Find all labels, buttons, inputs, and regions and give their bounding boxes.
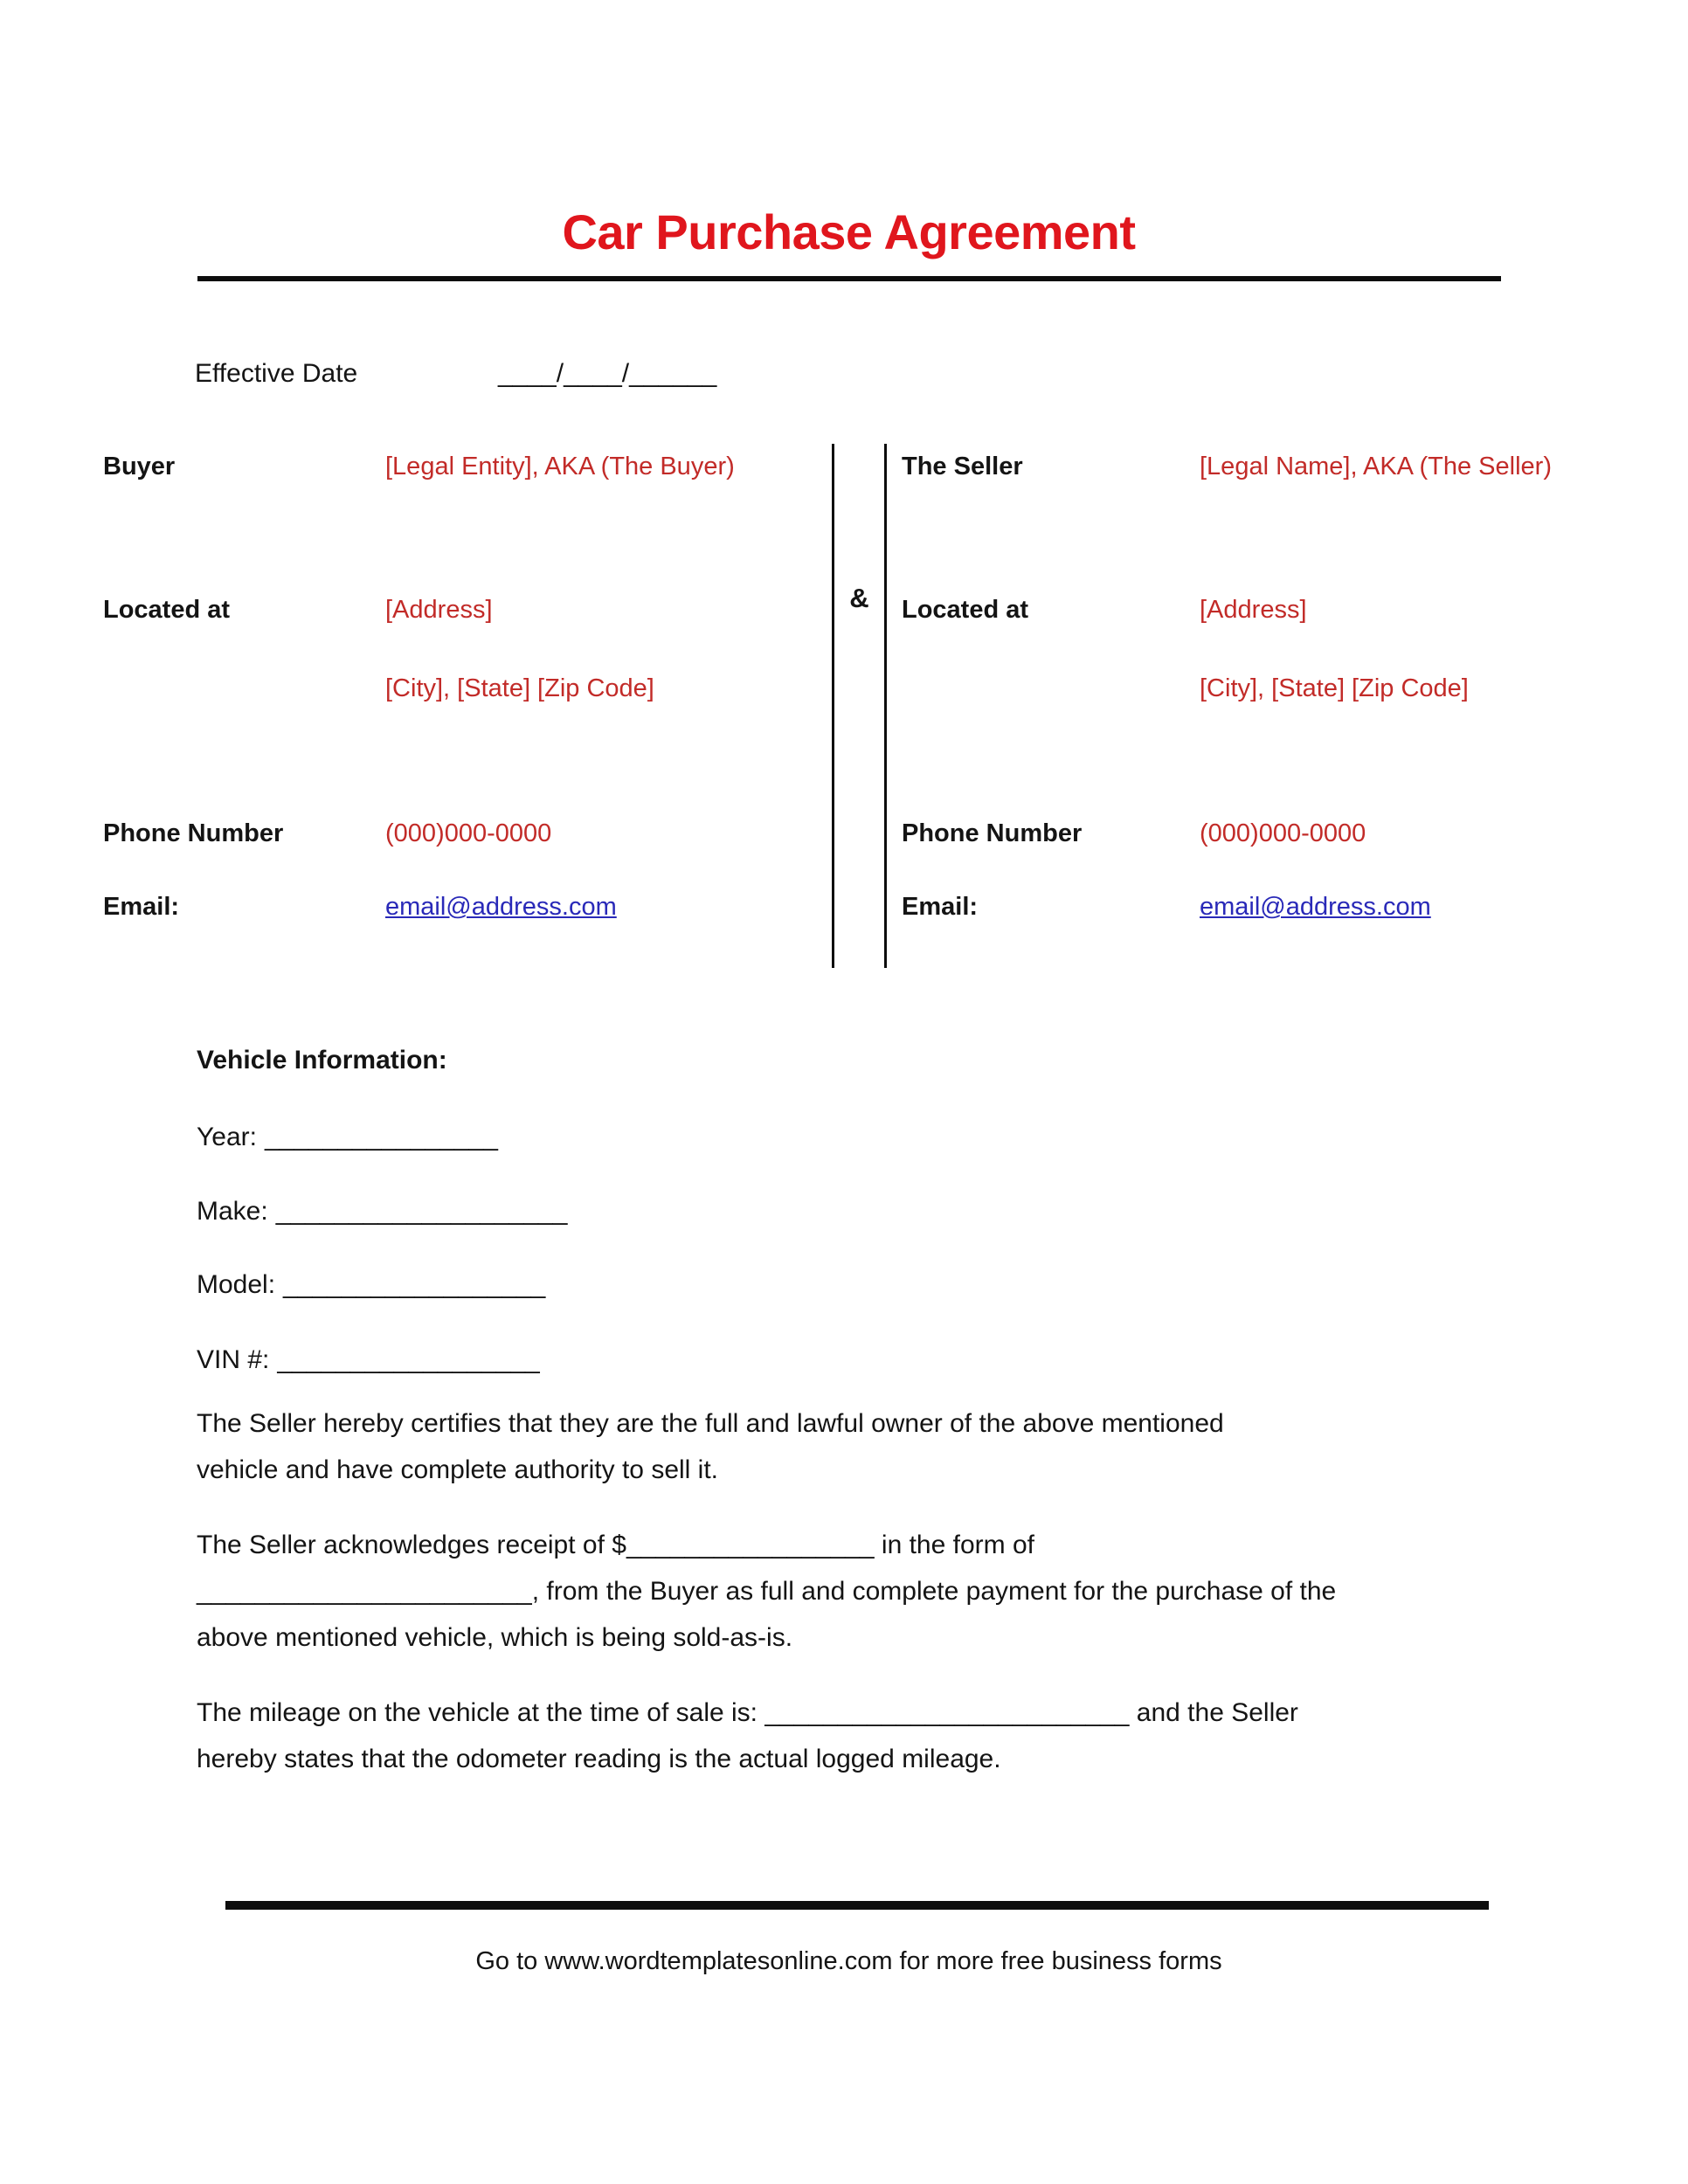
buyer-phone-label: Phone Number bbox=[103, 819, 284, 847]
seller-name: [Legal Name], AKA (The Seller) bbox=[1200, 453, 1552, 480]
paragraph-line: hereby states that the odometer reading is the actual logged mileage. bbox=[197, 1745, 1001, 1773]
buyer-name: [Legal Entity], AKA (The Buyer) bbox=[385, 453, 735, 480]
paragraph-line: _______________________, from the Buyer as full and complete payment for the purchase of the bbox=[197, 1577, 1337, 1606]
seller-email-label: Email: bbox=[902, 893, 979, 921]
ampersand: & bbox=[849, 583, 869, 613]
buyer-address: [Address] bbox=[385, 596, 493, 624]
vehicle-field-year bbox=[197, 1122, 498, 1153]
seller-phone-label: Phone Number bbox=[902, 819, 1083, 847]
vehicle-label-vin: VIN #: bbox=[197, 1345, 270, 1374]
buyer-located-label: Located at bbox=[103, 596, 231, 624]
vehicle-label-model: Model: bbox=[197, 1270, 276, 1299]
vehicle-blank-model: __________________ bbox=[283, 1270, 546, 1299]
paragraph-line: The mileage on the vehicle at the time of sale is: _________________________ and the Seller bbox=[197, 1698, 1298, 1727]
page-title: Car Purchase Agreement bbox=[562, 204, 1136, 259]
vehicle-blank-make: ____________________ bbox=[275, 1197, 568, 1226]
seller-address: [Address] bbox=[1200, 596, 1307, 624]
paragraph-mileage bbox=[197, 1690, 1612, 1782]
seller-email[interactable]: email@address.com bbox=[1200, 893, 1431, 921]
vehicle-field-vin bbox=[197, 1344, 540, 1376]
vehicle-heading: Vehicle Information: bbox=[197, 1046, 447, 1075]
seller-city-state-zip: [City], [State] [Zip Code] bbox=[1200, 674, 1469, 702]
effective-date-label: Effective Date bbox=[195, 359, 358, 388]
seller-role-label: The Seller bbox=[902, 453, 1023, 480]
paragraph-line: The Seller acknowledges receipt of $_________________ in the form of bbox=[197, 1531, 1034, 1559]
paragraph-line: vehicle and have complete authority to sell it. bbox=[197, 1455, 718, 1484]
vehicle-field-make bbox=[197, 1196, 567, 1227]
vehicle-blank-vin: __________________ bbox=[277, 1345, 540, 1374]
buyer-role-label: Buyer bbox=[103, 453, 176, 480]
paragraph-payment bbox=[197, 1522, 1612, 1661]
buyer-email-label: Email: bbox=[103, 893, 180, 921]
vehicle-field-model bbox=[197, 1269, 545, 1301]
party-divider-left bbox=[832, 444, 834, 968]
paragraph-line: The Seller hereby certifies that they are the full and lawful owner of the above mentioned bbox=[197, 1409, 1224, 1438]
seller-phone: (000)000-0000 bbox=[1200, 819, 1366, 847]
footer-rule bbox=[225, 1901, 1489, 1910]
paragraph-ownership bbox=[197, 1400, 1612, 1493]
vehicle-blank-year: ________________ bbox=[264, 1123, 498, 1151]
title-rule bbox=[197, 276, 1501, 281]
effective-date-value: ____/____/______ bbox=[498, 359, 717, 388]
vehicle-label-make: Make: bbox=[197, 1197, 268, 1226]
party-divider-right bbox=[884, 444, 887, 968]
footer-text: Go to www.wordtemplatesonline.com for more free business forms bbox=[475, 1947, 1222, 1975]
body-paragraphs bbox=[197, 1400, 1612, 1811]
buyer-phone: (000)000-0000 bbox=[385, 819, 552, 847]
vehicle-label-year: Year: bbox=[197, 1123, 257, 1151]
paragraph-line: above mentioned vehicle, which is being sold-as-is. bbox=[197, 1623, 793, 1652]
buyer-city-state-zip: [City], [State] [Zip Code] bbox=[385, 674, 654, 702]
seller-located-label: Located at bbox=[902, 596, 1029, 624]
buyer-email[interactable]: email@address.com bbox=[385, 893, 617, 921]
